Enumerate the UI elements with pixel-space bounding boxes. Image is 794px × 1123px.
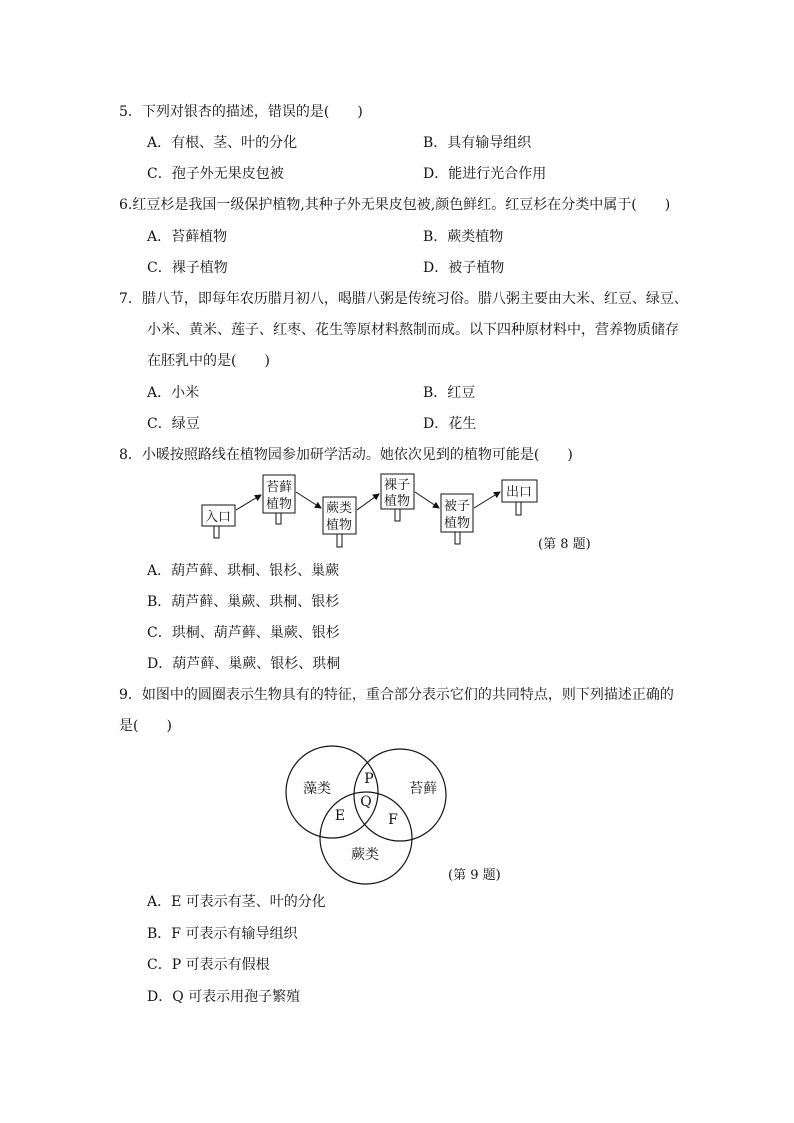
question-6-option-d[interactable]: D．被子植物 [423, 260, 505, 276]
route-arrow [236, 495, 261, 510]
question-5-option-a[interactable]: A．有根、茎、叶的分化 [147, 135, 298, 151]
question-8-option-d[interactable]: D．葫芦藓、巢蕨、银杉、珙桐 [147, 656, 341, 672]
moss-sign-label-1: 苔藓 [265, 480, 293, 495]
question-5-option-d[interactable]: D．能进行光合作用 [423, 166, 547, 182]
route-arrow [296, 492, 321, 508]
question-7-option-b[interactable]: B．红豆 [423, 385, 476, 401]
region-q-label: Q [360, 794, 372, 810]
question-9-stem-line-1: 9．如图中的圆圈表示生物具有的特征，重合部分表示它们的共同特点，则下列描述正确的 [119, 687, 674, 703]
moss-label: 苔藓 [409, 781, 437, 797]
route-arrow [474, 492, 500, 508]
question-8-option-a[interactable]: A．葫芦藓、珙桐、银杉、巢蕨 [147, 563, 340, 579]
venn-diagram [285, 738, 455, 888]
gymnosperm-sign-label-2: 植物 [383, 494, 411, 509]
question-7-stem-line-2: 小米、黄米、莲子、红枣、花生等原材料熬制而成。以下四种原材料中，营养物质储存 [147, 322, 679, 338]
question-9-option-d[interactable]: D．Q 可表示用孢子繁殖 [147, 989, 301, 1005]
question-9-stem-line-2: 是( ) [119, 718, 172, 734]
question-9-option-a[interactable]: A．E 可表示有茎、叶的分化 [147, 894, 326, 910]
question-9-option-c[interactable]: C．P 可表示有假根 [147, 957, 270, 973]
question-8-option-b[interactable]: B．葫芦藓、巢蕨、珙桐、银杉 [147, 594, 340, 610]
question-5-stem: 5．下列对银杏的描述，错误的是( ) [119, 104, 363, 120]
route-diagram [196, 470, 546, 552]
question-7-option-a[interactable]: A．小米 [147, 385, 200, 401]
moss-sign-label-2: 植物 [265, 497, 293, 512]
region-e-label: E [334, 808, 346, 824]
gymnosperm-sign-label-1: 裸子 [383, 478, 411, 493]
question-7-option-d[interactable]: D．花生 [423, 416, 477, 432]
question-6-option-b[interactable]: B．蕨类植物 [423, 229, 504, 245]
question-6-stem: 6.红豆杉是我国一级保护植物,其种子外无果皮包被,颜色鲜红。红豆杉在分类中属于( ) [119, 197, 671, 213]
question-5-option-b[interactable]: B．具有输导组织 [423, 135, 532, 151]
fern-sign-label-1: 蕨类 [325, 501, 353, 516]
question-7-stem-line-3: 在胚乳中的是( ) [147, 353, 270, 369]
angiosperm-sign-label-2: 植物 [443, 516, 471, 531]
fern-sign-label-2: 植物 [325, 518, 353, 533]
question-7-stem-line-1: 7．腊八节，即每年农历腊月初八，喝腊八粥是传统习俗。腊八粥主要由大米、红豆、绿豆、 [119, 291, 688, 307]
route-arrow [357, 494, 379, 510]
figure-8-caption: (第 8 题) [538, 537, 591, 552]
region-f-label: F [388, 812, 398, 828]
angiosperm-sign-label-1: 被子 [443, 499, 471, 514]
algae-label: 藻类 [303, 781, 331, 797]
entrance-label: 入口 [204, 510, 232, 525]
question-6-option-c[interactable]: C．裸子植物 [147, 260, 228, 276]
question-8-option-c[interactable]: C．珙桐、葫芦藓、巢蕨、银杉 [147, 625, 340, 641]
route-arrow [415, 492, 439, 508]
question-5-option-c[interactable]: C．孢子外无果皮包被 [147, 166, 284, 182]
question-7-option-c[interactable]: C．绿豆 [147, 416, 200, 432]
question-6-option-a[interactable]: A．苔藓植物 [147, 229, 228, 245]
region-p-label: P [364, 771, 374, 787]
figure-9-caption: (第 9 题) [448, 868, 501, 883]
exit-label: 出口 [505, 485, 533, 500]
question-9-option-b[interactable]: B．F 可表示有输导组织 [147, 926, 298, 942]
question-8-stem: 8．小暖按照路线在植物园参加研学活动。她依次见到的植物可能是( ) [119, 447, 573, 463]
fern-label: 蕨类 [351, 847, 379, 863]
